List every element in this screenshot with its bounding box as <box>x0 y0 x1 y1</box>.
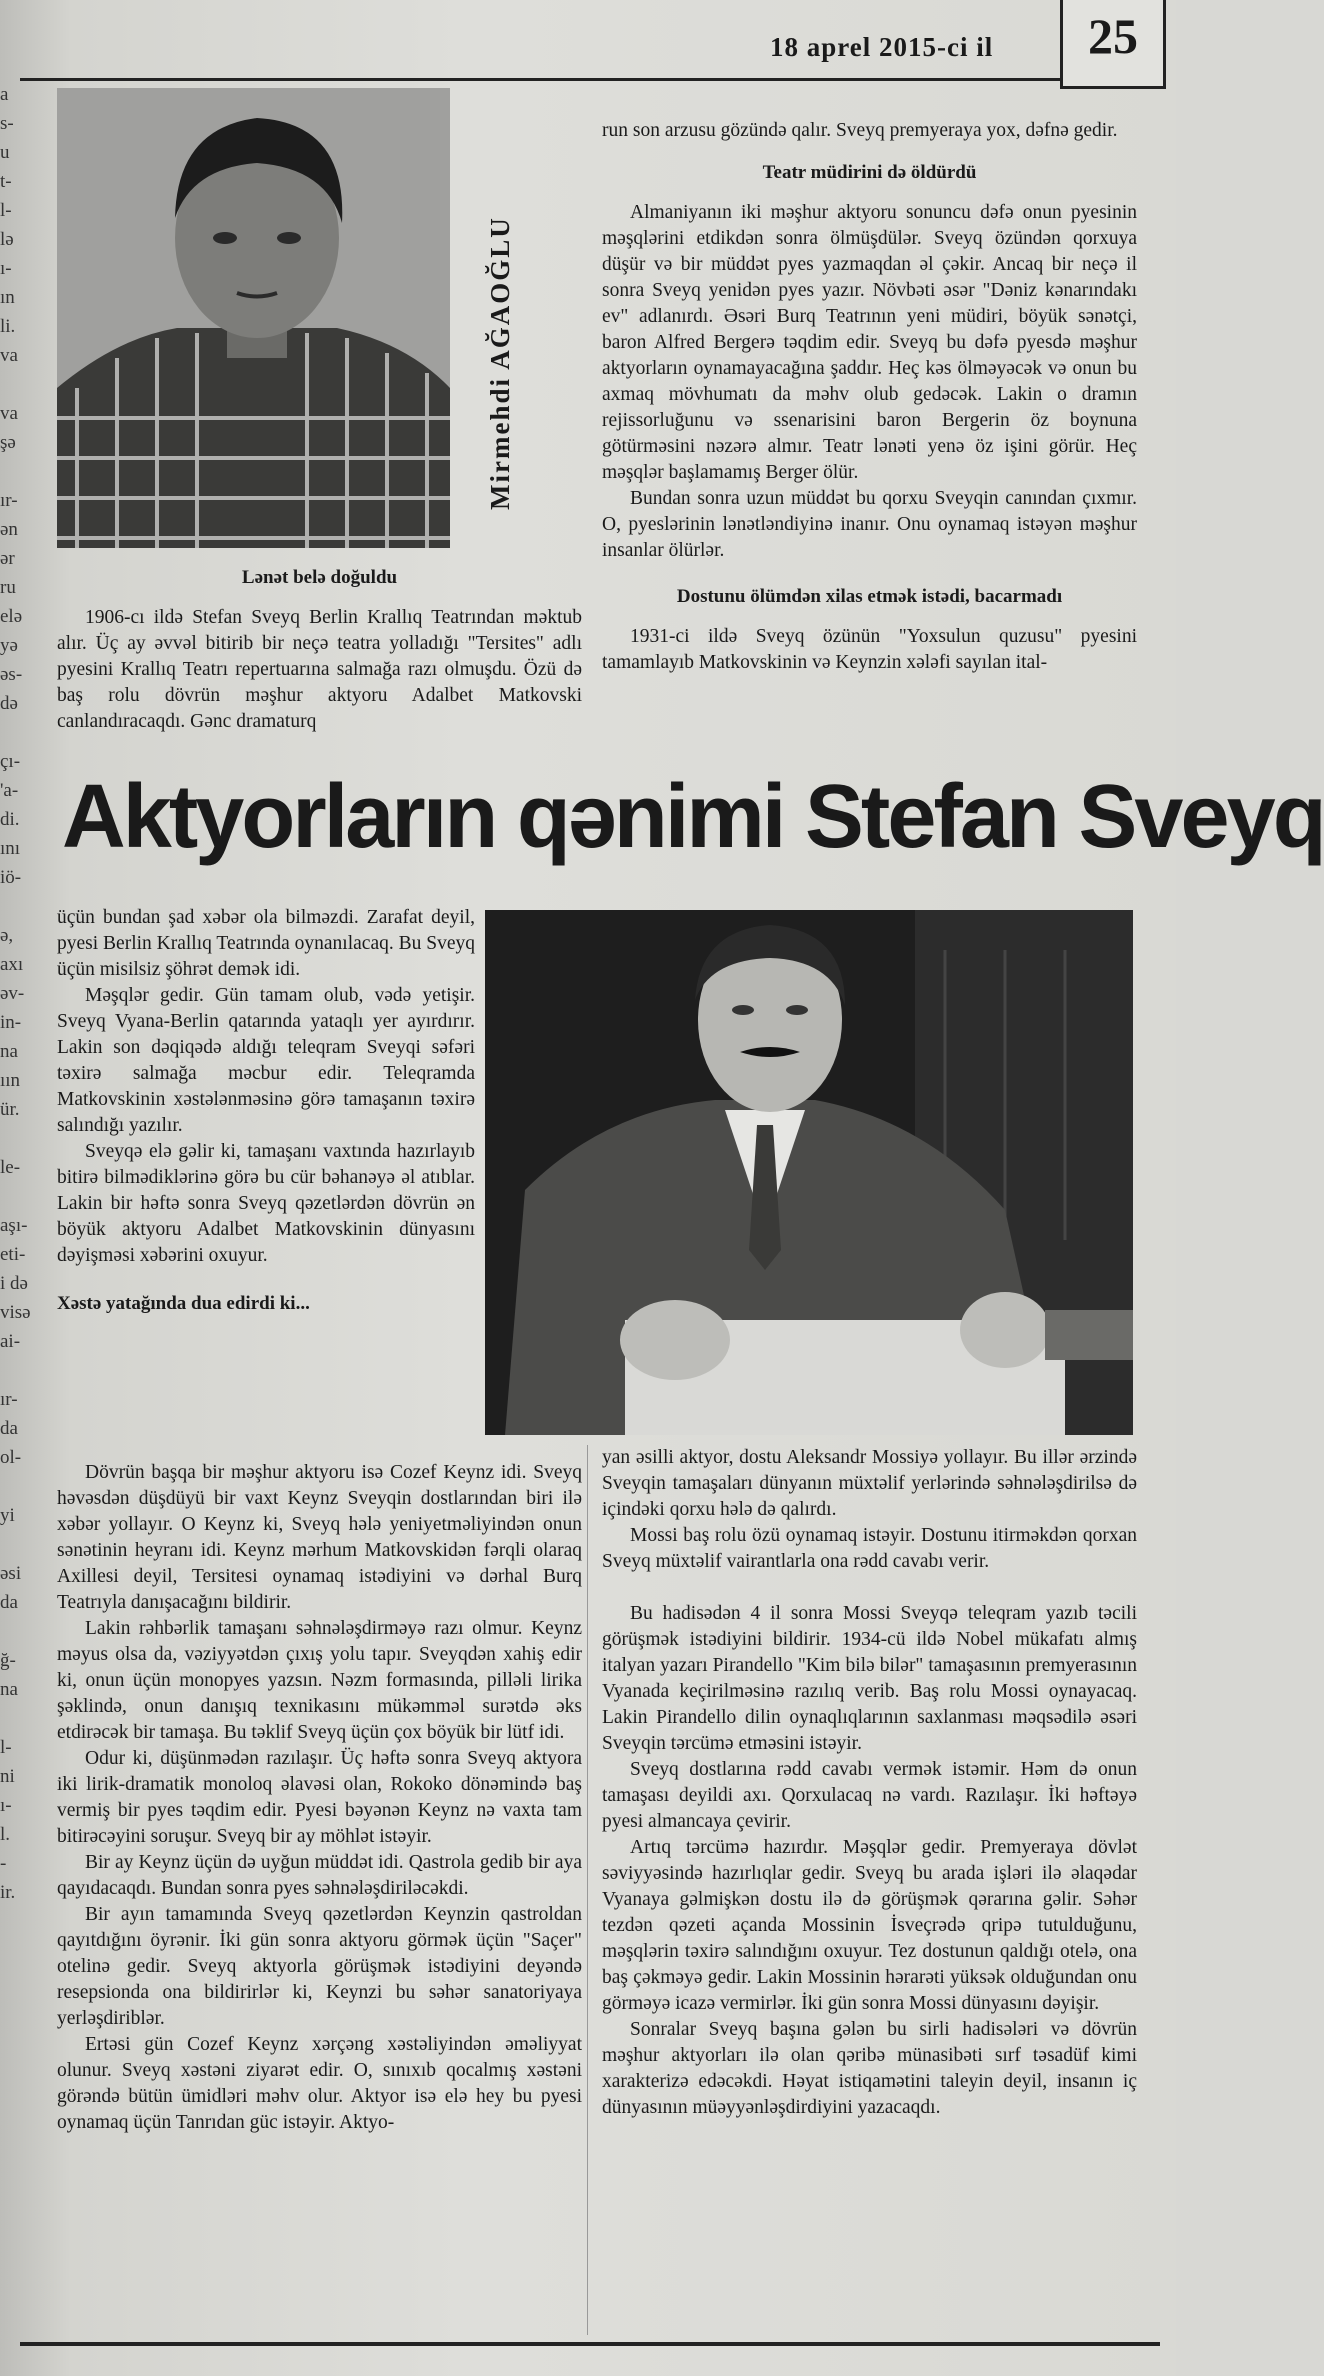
paragraph: Məşqlər gedir. Gün tamam olub, vədə yetişir. Sveyq Vyana-Berlin qatarında yataqlı yer ayırdırır. Lakin son dəqiqədə aldığı teleqram Sveyqi səfəri təxirə salmağa məcbur edir. Teleqramda Matkovskinin xəstələnməsinə görə tamaşanın təxirə salındığı yazılır. <box>57 985 475 1136</box>
margin-fragment: ai- <box>0 1331 21 1352</box>
subhead-sickbed: Xəstə yatağında dua edirdi ki... <box>57 1293 310 1314</box>
previous-column-fragments <box>0 80 34 2350</box>
paragraph: Odur ki, düşünmədən razılaşır. Üç həftə sonra Sveyq aktyora iki lirik-dramatik monoloq əlavəsi olan, Rokoko dönəmində baş vermiş bir pyes təqdim edir. Pyesi bəyənən Keynz nə vaxta tam bitirəcəyini soruşur. Sveyq bir ay möhlət istəyir. <box>57 1748 582 1847</box>
margin-fragment: na <box>0 1041 18 1062</box>
margin-fragment: ni <box>0 1766 15 1787</box>
margin-fragment: di. <box>0 809 20 830</box>
margin-fragment <box>0 2168 34 2197</box>
issue-date: 18 aprel 2015-ci il <box>770 32 994 62</box>
margin-fragment <box>0 1124 34 1153</box>
margin-fragment: 'a- <box>0 780 19 801</box>
margin-fragment <box>0 2110 34 2139</box>
margin-fragment <box>0 2081 34 2110</box>
margin-fragment: - <box>0 1853 7 1874</box>
margin-fragment: ı- <box>0 258 12 279</box>
paragraph: Mossi baş rolu özü oynamaq istəyir. Dostunu itirməkdən qorxan Sveyq müxtəlif vairantlarla ona rədd cavabı verir. <box>602 1525 1137 1572</box>
margin-fragment: va <box>0 345 18 366</box>
margin-fragment: əv- <box>0 983 25 1004</box>
paragraph: Bir ayın tamamında Sveyq qəzetlərdən Keynzin qastroldan qayıtdığını öyrənir. İki gün sonra aktyoru görmək üçün "Saçer" otelinə gedir. Sveyq aktyorla görüşmək istədiyini deyəndə resepsionda ona bildirirlər ki, Keynzi bu səhər sanatoriyaya yerləşdiriblər. <box>57 1904 582 2029</box>
margin-fragment: ir. <box>0 1882 16 1903</box>
margin-fragment <box>0 1356 34 1385</box>
margin-fragment: iö- <box>0 867 22 888</box>
margin-fragment: əs- <box>0 664 23 685</box>
margin-fragment: axı <box>0 954 24 975</box>
margin-fragment: da <box>0 1418 18 1439</box>
paragraph: Almaniyanın iki məşhur aktyoru sonuncu dəfə onun pyesinin məşqlərini etdikdən sonra ölmüşdülər. Sveyq özündən qorxuya düşür və bir müddət pyes yazmaqdan əl çəkir. Ancaq bir neçə il sonra Sveyq yenidən pyes yazır. Növbəti əsər "Dəniz kənarındakı ev" adlanırdı. Əsəri Burq Teatrının yeni müdiri, böyük sənətçi, baron Alfred Bergerə təqdim edir. Sveyq bu dəfə pyesdə məşhur aktyorların oynamayacağına şaddır. Heç kəs ölməyəcək və onun bu axmaq mövhumatı da məhv olub gedəcək. Lakin o dramın rejissorluğunu və ssenarisini baron Bergerin öz boynuna götürməsini nəzərə almır. Teatr lənəti yenə öz işini görür. Heç məşqlər başlamamış Berger ölür. <box>602 202 1137 483</box>
paragraph: üçün bundan şad xəbər ola bilməzdi. Zarafat deyil, pyesi Berlin Krallıq Teatrında oynanılacaq. Bu Sveyq üçün misilsiz şöhrət demək idi. <box>57 907 475 980</box>
margin-fragment: çı- <box>0 751 21 772</box>
margin-fragment: ə, <box>0 925 14 946</box>
margin-fragment: ır- <box>0 1389 18 1410</box>
margin-fragment: eti- <box>0 1244 26 1265</box>
column-2-upper <box>602 118 1137 676</box>
paragraph: Sonralar Sveyq başına gələn bu sirli hadisələri və dövrün məşhur aktyorları ilə olan qəribə münasibəti sırf təsadüf kimi xarakterizə edəcəkdi. Həyat istiqamətini taleyin deyil, insanın iç dünyasının müəyyənləşdirdiyini yazacaqdı. <box>602 2019 1137 2118</box>
column-2-lower <box>602 1445 1137 2121</box>
margin-fragment: visə <box>0 1302 31 1323</box>
margin-fragment: u <box>0 142 10 163</box>
margin-fragment: li. <box>0 316 16 337</box>
author-photo <box>57 88 450 548</box>
column-1-middle <box>57 905 475 1317</box>
margin-fragment <box>0 1994 34 2023</box>
margin-fragment: le- <box>0 1157 21 1178</box>
margin-fragment: ru <box>0 577 16 598</box>
margin-fragment: a <box>0 84 9 105</box>
margin-fragment <box>0 370 34 399</box>
author-byline: Mirmehdi AĞAOĞLU <box>485 216 515 510</box>
margin-fragment: ı- <box>0 1795 12 1816</box>
margin-fragment: na <box>0 1679 18 1700</box>
margin-fragment: ğ- <box>0 1650 16 1671</box>
margin-fragment: ol- <box>0 1447 22 1468</box>
margin-fragment: va <box>0 403 18 424</box>
margin-fragment: lə <box>0 229 14 250</box>
margin-fragment <box>0 1936 34 1965</box>
margin-fragment: yi <box>0 1505 15 1526</box>
margin-fragment: t- <box>0 171 12 192</box>
margin-fragment <box>0 1530 34 1559</box>
top-rule <box>20 78 1060 81</box>
margin-fragment: l- <box>0 200 12 221</box>
margin-fragment <box>0 2197 34 2226</box>
paragraph: 1906-cı ildə Stefan Sveyq Berlin Krallıq Teatrından məktub alır. Üç ay əvvəl bitirib bir neçə teatra yolladığı "Tersites" adlı pyesini Krallıq Teatrı repertuarına salmağa razı olmuşdu. Özü də baş rolu dövrün məşhur aktyoru Adalbet Matkovski canlandıracaqdı. Gənc dramaturq <box>57 607 582 732</box>
margin-fragment: ür. <box>0 1099 20 1120</box>
margin-fragment <box>0 2052 34 2081</box>
margin-fragment <box>0 718 34 747</box>
margin-fragment: aşı- <box>0 1215 28 1236</box>
paragraph: Sveyqə elə gəlir ki, tamaşanı vaxtında hazırlayıb bitirə bilmədiklərinə görə bu cür bəhanəyə əl atıblar. Lakin bir həftə sonra Sveyq qəzetlərdən dövrün ən böyük aktyoru Adalbet Matkovskinin dünyasını dəyişməsi xəbərini oxuyur. <box>57 1141 475 1266</box>
margin-fragment: da <box>0 1592 18 1613</box>
margin-fragment: in- <box>0 1012 22 1033</box>
margin-fragment: yə <box>0 635 18 656</box>
margin-fragment: ın <box>0 287 15 308</box>
stefan-sveyq-photo <box>485 910 1133 1435</box>
headline: Aktyorların qənimi Stefan Sveyq <box>62 767 1324 867</box>
page-number: 25 <box>1060 0 1166 89</box>
subhead-curse-born: Lənət belə doğuldu <box>241 567 398 588</box>
paragraph: Dövrün başqa bir məşhur aktyoru isə Cozef Keynz idi. Sveyq həvəsdən düşdüyü bir vaxt Keynz Sveyqin dostlarından biri ilə xəbər yollayır. O Keynz ki, Sveyq hələ yeniyetməliyindən onun sənətinin heyranı idi. Keynz mərhum Matkovskidən fərqli olaraq Axillesi deyil, Tersitesi oynamaq istədiyini və dərhal Burq Teatrıyla danışacağını bildirir. <box>57 1462 582 1613</box>
subhead-theatre-director: Teatr müdirini də öldürdü <box>762 162 977 183</box>
subhead-save-friend: Dostunu ölümdən xilas etmək istədi, bacarmadı <box>676 586 1063 607</box>
bottom-rule <box>20 2342 1160 2346</box>
margin-fragment <box>0 1965 34 1994</box>
paragraph: Bir ay Keynz üçün də uyğun müddət idi. Qastrola gedib bir aya qayıdacaqdı. Bundan sonra pyes səhnələşdiriləcəkdi. <box>57 1852 582 1899</box>
margin-fragment <box>0 2139 34 2168</box>
column-divider <box>587 1445 588 2335</box>
margin-fragment: ər <box>0 548 15 569</box>
paragraph: Artıq tərcümə hazırdır. Məşqlər gedir. Premyeraya dövlət səviyyəsində hazırlıqlar gedir. Sveyq bu arada işləri ilə əlaqədar Vyanaya gəlmişkən dostu ilə də görüşmək qərarına gəlir. Səhər tezdən qəzeti açanda Mossinin İsveçrədə qripə tutulduğunu, məşqlərin təxirə salındığını oxuyur. Tez dostunun qaldığı otelə, ona baş çəkməyə gedir. Lakin Mossinin hərarəti yüksək olduğundan onu görməyə icazə vermirlər. İki gün sonra Mossi dünyasını dəyişir. <box>602 1837 1137 2014</box>
margin-fragment: l- <box>0 1737 12 1758</box>
paragraph: yan əsilli aktyor, dostu Aleksandr Mossiyə yollayır. Bu illər ərzində Sveyqin tamaşaları dünyanın müxtəlif yerlərində səhnələşdirilsə də içindəki qorxu hələ də qalırdı. <box>602 1447 1137 1520</box>
margin-fragment: i də <box>0 1273 28 1294</box>
margin-fragment <box>0 457 34 486</box>
margin-fragment <box>0 892 34 921</box>
margin-fragment: ən <box>0 519 18 540</box>
margin-fragment: ır- <box>0 490 18 511</box>
margin-fragment <box>0 1617 34 1646</box>
paragraph: 1931-ci ildə Sveyq özünün "Yoxsulun quzusu" pyesini tamamlayıb Matkovskinin və Keynzin xələfi sayılan ital- <box>602 626 1137 673</box>
paragraph: Ertəsi gün Cozef Keynz xərçəng xəstəliyindən əməliyyat olunur. Sveyq xəstəni ziyarət edir. O, sınıxıb qocalmış xəstəni görəndə bütün ümidləri məhv olur. Aktyor isə elə hey bu pyesi oynamaq üçün Tanrıdan güc istəyir. Aktyo- <box>57 2034 582 2133</box>
paragraph: Bundan sonra uzun müddət bu qorxu Sveyqin canından çıxmır. O, pyeslərinin lənətləndiyinə inanır. Onu oynamaq istəyən məşhur insanlar ölürlər. <box>602 488 1137 561</box>
paragraph: Bu hadisədən 4 il sonra Mossi Sveyqə teleqram yazıb təcili görüşmək istədiyini bildirir. 1934-cü ildə Nobel mükafatı almış italyan yazarı Pirandello "Kim bilə bilər" tamaşasının premyerasının Vyanada keçirilməsinə razılıq verib. Baş rolu Mossi oynayacaq. Lakin Pirandello dilin oynaqlıqlarının saxlanması məqsədilə əsəri Sveyqin tərcümə etməsini istəyir. <box>602 1603 1137 1754</box>
margin-fragment: də <box>0 693 18 714</box>
column-1-upper <box>57 565 582 735</box>
margin-fragment: ıın <box>0 1070 21 1091</box>
margin-fragment <box>0 1472 34 1501</box>
paragraph: Sveyq dostlarına rədd cavabı vermək istəmir. Həm də onun tamaşası deyildi axı. Qorxulacaq nə vardı. Razılaşır. İki həftəyə pyesi almancaya çevirir. <box>602 1759 1137 1832</box>
margin-fragment: əsi <box>0 1563 22 1584</box>
paragraph: Lakin rəhbərlik tamaşanı səhnələşdirməyə razı olmur. Keynz məyus olsa da, vəziyyətdən çıxış yolu tapır. Sveyqdən xahiş edir ki, onun üçün monopyes yazsın. Nəzm formasında, pilləli lirika şəklində, onun danışıq texnikasını mükəmməl surətdə əks etdirəcək bir tamaşa. Bu təklif Sveyq üçün çox böyük bir lütf idi. <box>57 1618 582 1743</box>
paragraph: run son arzusu gözündə qalır. Sveyq premyeraya yox, dəfnə gedir. <box>602 120 1118 141</box>
margin-fragment <box>0 2023 34 2052</box>
margin-fragment: l. <box>0 1824 11 1845</box>
column-1-lower <box>57 1460 582 2136</box>
margin-fragment: şə <box>0 432 16 453</box>
margin-fragment: ını <box>0 838 21 859</box>
margin-fragment: s- <box>0 113 14 134</box>
margin-fragment <box>0 1182 34 1211</box>
margin-fragment <box>0 1704 34 1733</box>
margin-fragment: elə <box>0 606 23 627</box>
margin-fragment <box>0 1907 34 1936</box>
